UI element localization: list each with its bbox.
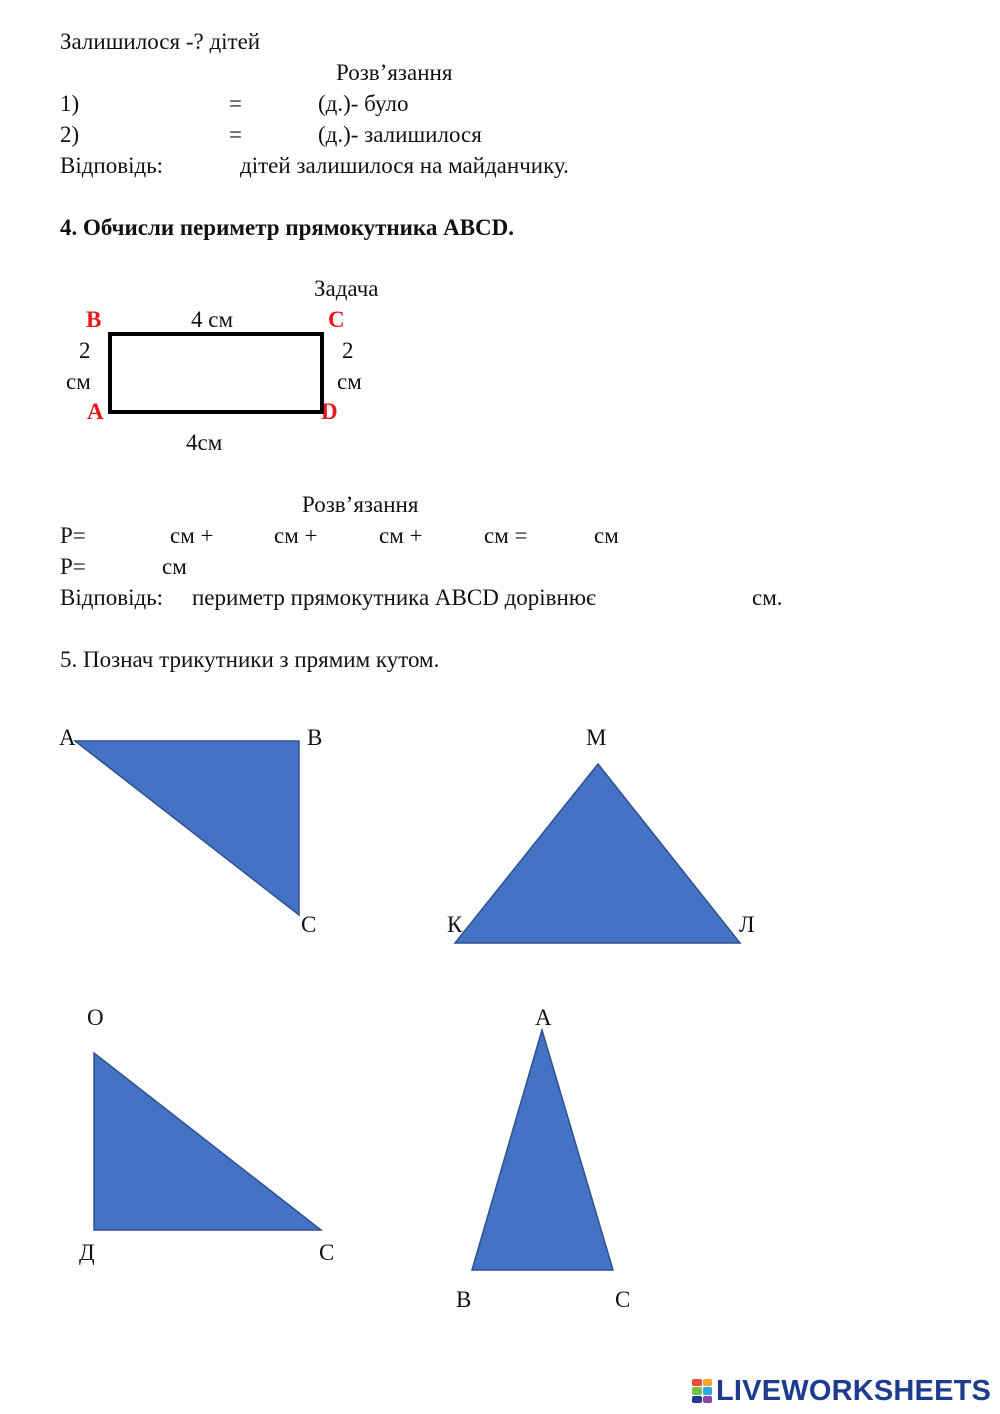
liveworksheets-logo-text: LIVEWORKSHEETS [716, 1374, 992, 1407]
answer-text-4: периметр прямокутника ABCD дорівнює [192, 585, 596, 610]
triangle-odc [94, 1053, 321, 1230]
step1-unit: (д.)- було [318, 91, 409, 116]
answer-label-4: Відповідь: [60, 585, 164, 610]
solution-heading-3: Розв’язання [336, 60, 453, 85]
tri2-vertex-k: К [447, 912, 463, 937]
step1-equals: = [229, 91, 242, 116]
step1-number: 1) [60, 91, 80, 116]
tri1-vertex-a: A [59, 725, 76, 750]
liveworksheets-logo-icon [692, 1379, 712, 1403]
answer-text-3: дітей залишилося на майданчику. [240, 153, 569, 178]
answer-unit-4: см. [752, 585, 783, 610]
problem-label: Задача [314, 276, 379, 301]
vertex-b-label: B [86, 307, 102, 332]
tri3-vertex-o: O [87, 1005, 104, 1030]
top-side-label: 4 см [191, 307, 234, 332]
perimeter-term-4: см = [484, 523, 528, 548]
tri3-vertex-c: C [319, 1240, 335, 1265]
tri4-vertex-a: A [535, 1005, 552, 1030]
bottom-side-label: 4см [186, 430, 223, 455]
vertex-d-label: D [321, 399, 338, 424]
tri2-vertex-l: Л [739, 912, 755, 937]
solution-heading-4: Розв’язання [302, 492, 419, 517]
perimeter-term-2: см + [274, 523, 318, 548]
triangle-abc [75, 741, 299, 915]
step2-equals: = [229, 122, 242, 147]
answer-label-3: Відповідь: [60, 153, 164, 178]
right-side-unit: см [337, 369, 362, 394]
tri2-vertex-m: M [586, 725, 607, 750]
perimeter-term-1: см + [170, 523, 214, 548]
tri1-vertex-b: B [307, 725, 323, 750]
perimeter-2-unit: см [162, 554, 187, 579]
perimeter-label-1: P= [60, 523, 86, 548]
tri3-vertex-d: Д [79, 1240, 95, 1265]
step2-number: 2) [60, 122, 80, 147]
remaining-question: Залишилося -? дітей [60, 29, 261, 54]
triangle-abc-2 [472, 1030, 613, 1270]
perimeter-term-3: см + [379, 523, 423, 548]
tri4-vertex-b: B [456, 1287, 472, 1312]
vertex-c-label: C [328, 307, 345, 332]
right-side-number: 2 [342, 338, 354, 363]
step2-unit: (д.)- залишилося [318, 122, 482, 147]
perimeter-result-unit: см [594, 523, 619, 548]
tri4-vertex-c: C [615, 1287, 631, 1312]
vertex-a-label: A [87, 399, 104, 424]
liveworksheets-logo [692, 1374, 992, 1407]
left-side-unit: см [66, 369, 91, 394]
tri1-vertex-c: C [301, 912, 317, 937]
perimeter-label-2: P= [60, 554, 86, 579]
left-side-number: 2 [79, 338, 91, 363]
task4-heading: 4. Обчисли периметр прямокутника ABCD. [60, 215, 515, 240]
task5-heading: 5. Познач трикутники з прямим кутом. [60, 647, 440, 672]
triangle-mkl [455, 764, 740, 943]
